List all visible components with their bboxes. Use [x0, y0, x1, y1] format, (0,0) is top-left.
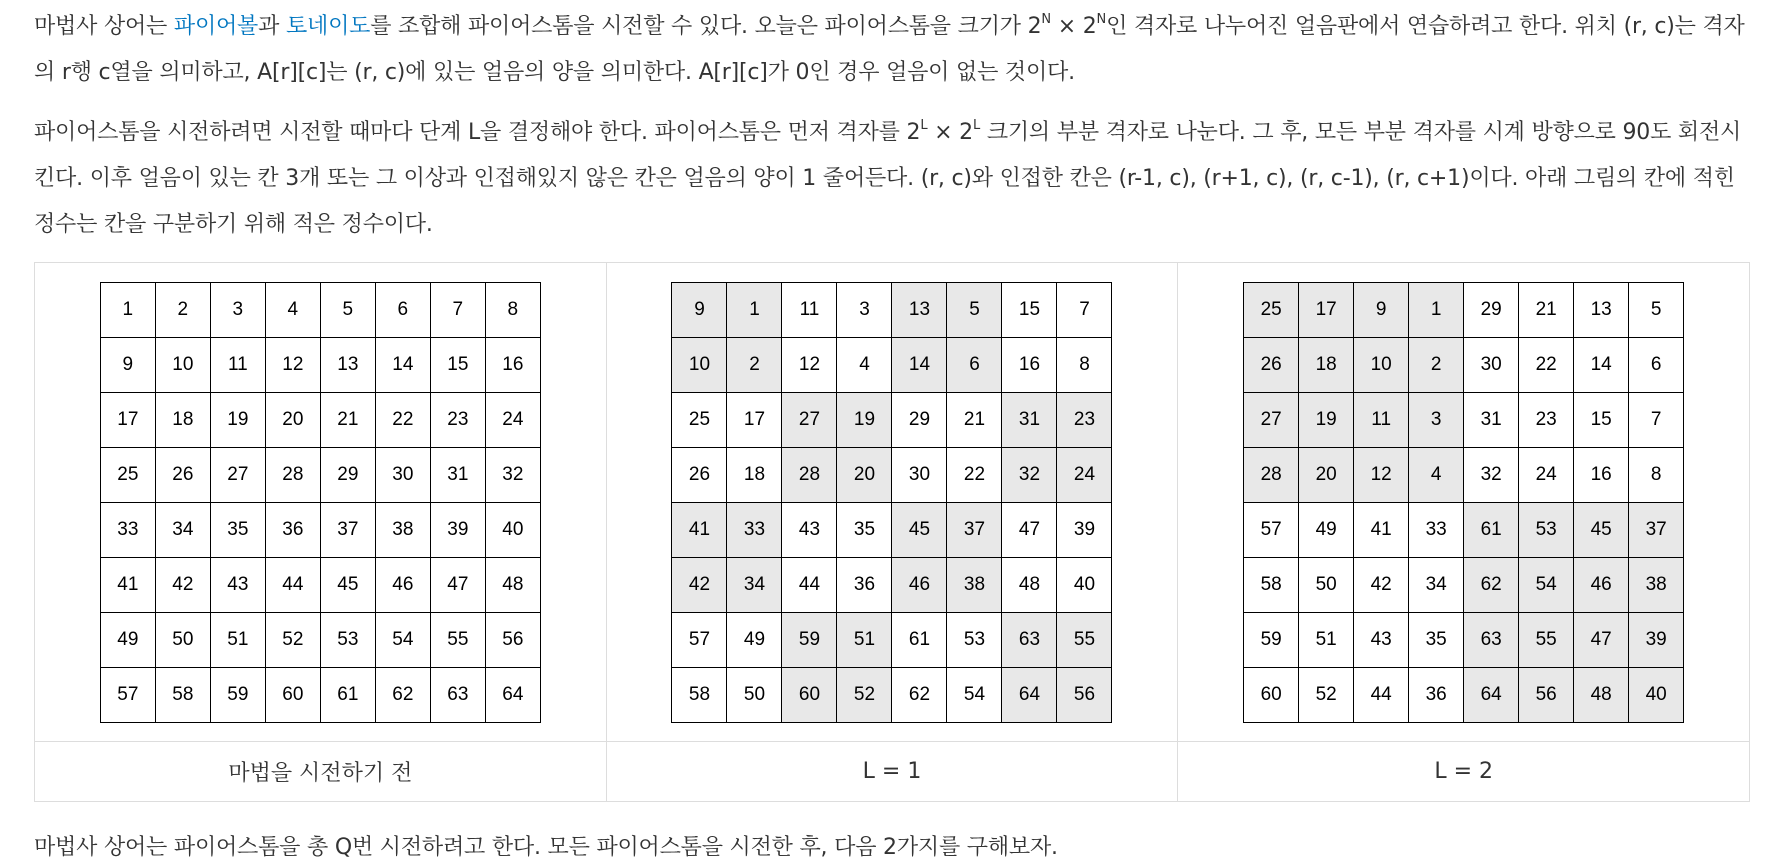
grid-cell: 30	[376, 448, 431, 503]
grid-cell: 46	[892, 558, 947, 613]
grid-cell: 31	[1002, 393, 1057, 448]
grid-cell: 16	[486, 338, 541, 393]
figure-caption-row	[35, 742, 1750, 802]
grid-cell: 27	[1244, 393, 1299, 448]
grid-cell: 40	[486, 503, 541, 558]
grid-cell: 42	[156, 558, 211, 613]
grid-cell: 19	[211, 393, 266, 448]
grid-cell: 3	[837, 283, 892, 338]
grid-cell: 4	[837, 338, 892, 393]
grid-cell: 50	[156, 613, 211, 668]
grid-cell: 49	[727, 613, 782, 668]
text-run: 를 조합해 파이어스톰을 시전할 수 있다. 오늘은 파이어스톰을 크기가 2	[370, 14, 1042, 39]
link-fireball[interactable]: 파이어볼	[173, 14, 259, 39]
text-run: 크기의 부분 격자로 나눈다. 그 후, 모든 부분 격자를 시계 방향으로 90도 회전시킨다. 이후 얼음이 있는 칸 3개 또는 그 이상과 인접해있지 않은 칸은 얼음의 양이 1 줄어든다. (r, c)와 인접한 칸은 (r-1, c), (r+1, c), (r, c-1), (r, c+1)이다. 아래 그림의 칸에 적힌 정수는 칸을 구분하기 위해 적은 정수이다.	[34, 120, 1742, 237]
grid-cell: 42	[1354, 558, 1409, 613]
superscript-n: N	[1096, 11, 1107, 27]
grid-cell: 18	[156, 393, 211, 448]
grid-cell: 23	[1519, 393, 1574, 448]
grid-cell: 51	[211, 613, 266, 668]
grid-cell: 62	[1464, 558, 1519, 613]
grid-cell: 34	[156, 503, 211, 558]
grid-cell: 27	[211, 448, 266, 503]
grid-cell: 35	[837, 503, 892, 558]
grid-cell: 43	[1354, 613, 1409, 668]
grid-cell: 57	[672, 613, 727, 668]
grid-cell: 9	[1354, 283, 1409, 338]
grid-cell: 11	[1354, 393, 1409, 448]
grid-cell: 17	[101, 393, 156, 448]
grid-cell: 20	[266, 393, 321, 448]
grid-cell: 57	[101, 668, 156, 723]
text-run: × 2	[1050, 14, 1097, 39]
grid-cell: 47	[1002, 503, 1057, 558]
grid-cell: 44	[782, 558, 837, 613]
grid-cell: 6	[947, 338, 1002, 393]
grid-cell: 55	[1519, 613, 1574, 668]
grid-cell: 35	[1409, 613, 1464, 668]
grid-cell: 30	[892, 448, 947, 503]
grid-cell: 10	[672, 338, 727, 393]
figure-cell-before	[35, 263, 607, 742]
grid-cell: 53	[1519, 503, 1574, 558]
grid-cell: 5	[321, 283, 376, 338]
grid-cell: 23	[431, 393, 486, 448]
grid-cell: 29	[1464, 283, 1519, 338]
grid-cell: 10	[156, 338, 211, 393]
grid-cell: 25	[672, 393, 727, 448]
grid-cell: 2	[727, 338, 782, 393]
grid-cell: 40	[1057, 558, 1112, 613]
grid-cell: 38	[376, 503, 431, 558]
grid-cell: 38	[947, 558, 1002, 613]
grid-cell: 14	[1574, 338, 1629, 393]
grid-cell: 27	[782, 393, 837, 448]
grid-cell: 12	[782, 338, 837, 393]
grid-cell: 21	[947, 393, 1002, 448]
grid-cell: 13	[892, 283, 947, 338]
grid-cell: 63	[431, 668, 486, 723]
text-run: 마법사 상어는	[34, 14, 174, 39]
grid-cell: 42	[672, 558, 727, 613]
grid-cell: 13	[321, 338, 376, 393]
problem-paragraph-1	[34, 4, 1754, 96]
grid-cell: 55	[431, 613, 486, 668]
superscript-l: L	[972, 117, 981, 133]
grid-cell: 7	[1629, 393, 1684, 448]
grid-cell: 16	[1574, 448, 1629, 503]
grid-cell: 53	[321, 613, 376, 668]
grid-cell: 48	[486, 558, 541, 613]
grid-cell: 35	[211, 503, 266, 558]
grid-cell: 22	[1519, 338, 1574, 393]
grid-cell: 54	[376, 613, 431, 668]
grid-cell: 15	[1002, 283, 1057, 338]
grid-cell: 49	[101, 613, 156, 668]
caption-l2: L = 2	[1178, 742, 1750, 802]
grid-cell: 47	[1574, 613, 1629, 668]
problem-paragraph-3: 마법사 상어는 파이어스톰을 총 Q번 시전하려고 한다. 모든 파이어스톰을 시전한 후, 다음 2가지를 구해보자.	[34, 835, 1058, 860]
grid-cell: 28	[782, 448, 837, 503]
grid-cell: 59	[1244, 613, 1299, 668]
grid-cell: 60	[266, 668, 321, 723]
grid-cell: 61	[892, 613, 947, 668]
grid-cell: 4	[266, 283, 321, 338]
grid-cell: 3	[211, 283, 266, 338]
grid-cell: 33	[1409, 503, 1464, 558]
grid-cell: 46	[376, 558, 431, 613]
grid-cell: 41	[1354, 503, 1409, 558]
text-run: 과	[258, 14, 286, 39]
grid-cell: 60	[1244, 668, 1299, 723]
grid-l1	[671, 282, 1112, 723]
grid-cell: 52	[1299, 668, 1354, 723]
grid-cell: 43	[211, 558, 266, 613]
grid-cell: 55	[1057, 613, 1112, 668]
grid-cell: 37	[947, 503, 1002, 558]
grid-cell: 4	[1409, 448, 1464, 503]
grid-cell: 18	[727, 448, 782, 503]
grid-cell: 22	[376, 393, 431, 448]
text-run: 인 격자로 나누어진 얼음판에서 연습하려고 한다. 위치 (r, c)는 격자의 r행 c열을 의미하고, A[r][c]는 (r, c)에 있는 얼음의 양을 의미한다. A[r][c]가 0인 경우 얼음이 없는 것이다.	[34, 14, 1745, 85]
grid-cell: 50	[727, 668, 782, 723]
grid-cell: 52	[837, 668, 892, 723]
grid-cell: 8	[1057, 338, 1112, 393]
grid-cell: 7	[1057, 283, 1112, 338]
grid-cell: 3	[1409, 393, 1464, 448]
grid-cell: 20	[1299, 448, 1354, 503]
grid-cell: 61	[1464, 503, 1519, 558]
grid-cell: 32	[486, 448, 541, 503]
grid-cell: 13	[1574, 283, 1629, 338]
grid-cell: 40	[1629, 668, 1684, 723]
grid-cell: 2	[156, 283, 211, 338]
grid-cell: 64	[1464, 668, 1519, 723]
grid-cell: 62	[892, 668, 947, 723]
grid-cell: 19	[837, 393, 892, 448]
grid-cell: 5	[1629, 283, 1684, 338]
grid-cell: 26	[672, 448, 727, 503]
grid-cell: 63	[1002, 613, 1057, 668]
grid-cell: 29	[321, 448, 376, 503]
link-tornado[interactable]: 토네이도	[285, 14, 371, 39]
grid-cell: 29	[892, 393, 947, 448]
caption-l1: L = 1	[606, 742, 1178, 802]
superscript-n: N	[1041, 11, 1051, 27]
grid-cell: 34	[1409, 558, 1464, 613]
grid-cell: 9	[672, 283, 727, 338]
grid-cell: 59	[211, 668, 266, 723]
grid-cell: 45	[892, 503, 947, 558]
grid-cell: 36	[837, 558, 892, 613]
grid-cell: 32	[1464, 448, 1519, 503]
grid-cell: 5	[947, 283, 1002, 338]
grid-cell: 25	[1244, 283, 1299, 338]
grid-cell: 39	[431, 503, 486, 558]
grid-cell: 64	[1002, 668, 1057, 723]
grid-cell: 49	[1299, 503, 1354, 558]
grid-cell: 31	[431, 448, 486, 503]
grid-cell: 2	[1409, 338, 1464, 393]
figure-image-row	[35, 263, 1750, 742]
grid-cell: 41	[101, 558, 156, 613]
grid-cell: 20	[837, 448, 892, 503]
grid-cell: 56	[486, 613, 541, 668]
grid-cell: 21	[321, 393, 376, 448]
grid-cell: 37	[321, 503, 376, 558]
grid-cell: 44	[1354, 668, 1409, 723]
grid-cell: 8	[1629, 448, 1684, 503]
grid-cell: 15	[431, 338, 486, 393]
grid-cell: 56	[1519, 668, 1574, 723]
grid-cell: 44	[266, 558, 321, 613]
figure-cell-l1	[606, 263, 1178, 742]
grid-cell: 37	[1629, 503, 1684, 558]
grid-cell: 1	[1409, 283, 1464, 338]
grid-cell: 12	[266, 338, 321, 393]
grid-cell: 25	[101, 448, 156, 503]
grid-cell: 57	[1244, 503, 1299, 558]
grid-cell: 11	[782, 283, 837, 338]
grid-cell: 7	[431, 283, 486, 338]
grid-cell: 36	[1409, 668, 1464, 723]
grid-cell: 10	[1354, 338, 1409, 393]
grid-cell: 56	[1057, 668, 1112, 723]
grid-cell: 14	[892, 338, 947, 393]
grid-cell: 60	[782, 668, 837, 723]
grid-cell: 48	[1574, 668, 1629, 723]
grid-cell: 23	[1057, 393, 1112, 448]
grid-cell: 34	[727, 558, 782, 613]
grid-cell: 53	[947, 613, 1002, 668]
grid-cell: 58	[1244, 558, 1299, 613]
grid-cell: 24	[1057, 448, 1112, 503]
grid-cell: 62	[376, 668, 431, 723]
grid-cell: 39	[1629, 613, 1684, 668]
grid-cell: 51	[1299, 613, 1354, 668]
grid-cell: 33	[727, 503, 782, 558]
figure-table	[34, 262, 1750, 802]
caption-before: 마법을 시전하기 전	[35, 742, 607, 802]
grid-cell: 1	[727, 283, 782, 338]
grid-cell: 22	[947, 448, 1002, 503]
problem-paragraph-2	[34, 110, 1754, 248]
grid-cell: 11	[211, 338, 266, 393]
grid-cell: 17	[1299, 283, 1354, 338]
grid-cell: 64	[486, 668, 541, 723]
grid-cell: 16	[1002, 338, 1057, 393]
grid-cell: 46	[1574, 558, 1629, 613]
grid-cell: 6	[1629, 338, 1684, 393]
grid-cell: 59	[782, 613, 837, 668]
grid-cell: 1	[101, 283, 156, 338]
grid-cell: 41	[672, 503, 727, 558]
grid-l2	[1243, 282, 1684, 723]
grid-cell: 14	[376, 338, 431, 393]
grid-cell: 54	[1519, 558, 1574, 613]
grid-cell: 26	[1244, 338, 1299, 393]
grid-cell: 47	[431, 558, 486, 613]
grid-cell: 51	[837, 613, 892, 668]
superscript-l: L	[920, 117, 928, 133]
text-run: × 2	[927, 120, 973, 145]
grid-cell: 32	[1002, 448, 1057, 503]
text-run: 파이어스톰을 시전하려면 시전할 때마다 단계 L을 결정해야 한다. 파이어스톰은 먼저 격자를 2	[34, 120, 921, 145]
grid-cell: 31	[1464, 393, 1519, 448]
grid-cell: 48	[1002, 558, 1057, 613]
grid-cell: 58	[156, 668, 211, 723]
figure-cell-l2	[1178, 263, 1750, 742]
grid-cell: 18	[1299, 338, 1354, 393]
grid-cell: 24	[1519, 448, 1574, 503]
grid-cell: 26	[156, 448, 211, 503]
grid-cell: 61	[321, 668, 376, 723]
grid-cell: 15	[1574, 393, 1629, 448]
grid-cell: 58	[672, 668, 727, 723]
grid-cell: 19	[1299, 393, 1354, 448]
grid-cell: 21	[1519, 283, 1574, 338]
grid-cell: 45	[321, 558, 376, 613]
grid-cell: 52	[266, 613, 321, 668]
grid-cell: 24	[486, 393, 541, 448]
grid-cell: 6	[376, 283, 431, 338]
grid-cell: 17	[727, 393, 782, 448]
grid-before	[100, 282, 541, 723]
grid-cell: 8	[486, 283, 541, 338]
grid-cell: 30	[1464, 338, 1519, 393]
grid-cell: 38	[1629, 558, 1684, 613]
grid-cell: 36	[266, 503, 321, 558]
grid-cell: 54	[947, 668, 1002, 723]
grid-cell: 28	[266, 448, 321, 503]
grid-cell: 39	[1057, 503, 1112, 558]
grid-cell: 33	[101, 503, 156, 558]
grid-cell: 9	[101, 338, 156, 393]
grid-cell: 45	[1574, 503, 1629, 558]
grid-cell: 12	[1354, 448, 1409, 503]
grid-cell: 50	[1299, 558, 1354, 613]
grid-cell: 63	[1464, 613, 1519, 668]
grid-cell: 43	[782, 503, 837, 558]
grid-cell: 28	[1244, 448, 1299, 503]
